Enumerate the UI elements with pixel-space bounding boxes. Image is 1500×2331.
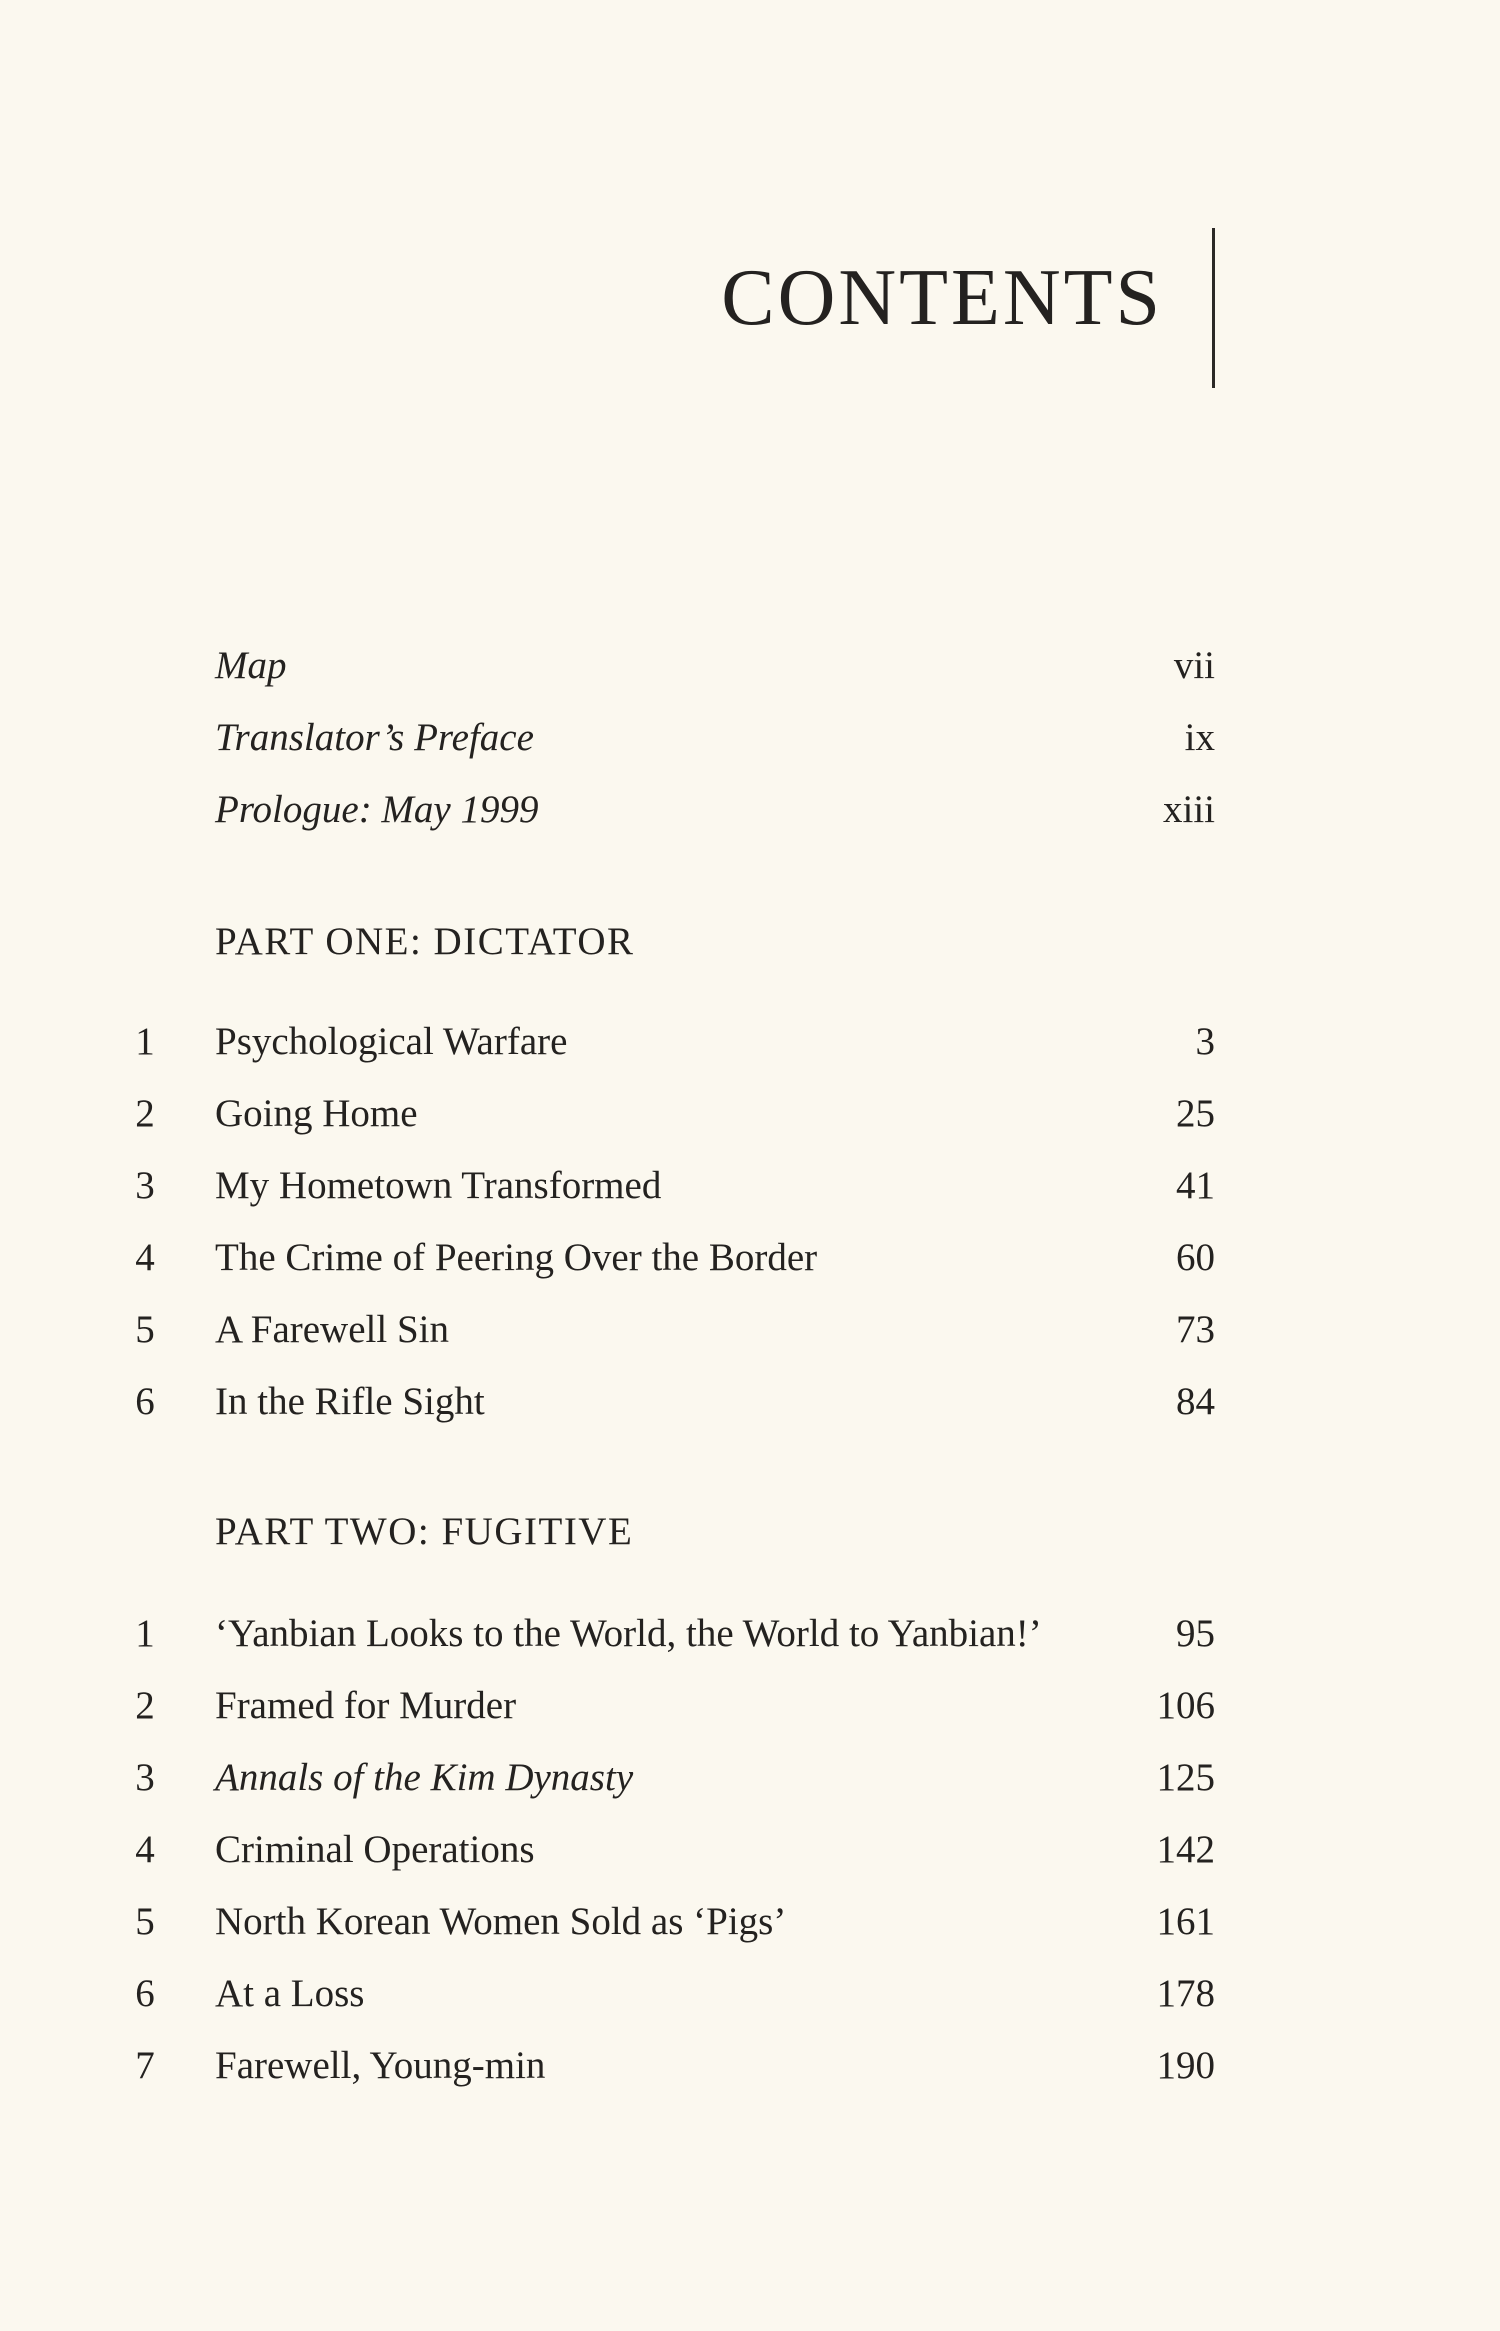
toc-entry-chapter[interactable] — [0, 1372, 1500, 1432]
part-two-heading: PART TWO: FUGITIVE — [215, 1510, 634, 1553]
toc-entry-chapter[interactable] — [0, 2036, 1500, 2096]
toc-entry-label: Annals of the Kim Dynasty — [215, 1756, 634, 1799]
chapter-number: 5 — [135, 1308, 155, 1351]
toc-entry-page: 73 — [1176, 1308, 1215, 1351]
toc-entry-page: 190 — [1156, 2044, 1215, 2087]
toc-entry-label: Farewell, Young-min — [215, 2044, 546, 2087]
toc-entry-page: 125 — [1156, 1756, 1215, 1799]
toc-entry-label: A Farewell Sin — [215, 1308, 449, 1351]
toc-entry-page: xiii — [1162, 788, 1215, 831]
toc-entry-chapter[interactable] — [0, 1084, 1500, 1144]
toc-entry-label: Prologue: May 1999 — [215, 788, 539, 831]
toc-entry-label: Framed for Murder — [215, 1684, 517, 1727]
chapter-number: 5 — [135, 1900, 155, 1943]
chapter-number: 2 — [135, 1092, 155, 1135]
toc-entry-page: 106 — [1156, 1684, 1215, 1727]
part-one-heading: PART ONE: DICTATOR — [215, 920, 635, 963]
toc-entry-label: Translator’s Preface — [215, 716, 534, 759]
toc-entry-label: Criminal Operations — [215, 1828, 535, 1871]
chapter-number: 3 — [135, 1164, 155, 1207]
toc-entry-page: 84 — [1176, 1380, 1215, 1423]
toc-entry-chapter[interactable] — [0, 1964, 1500, 2024]
toc-entry-chapter[interactable] — [0, 1228, 1500, 1288]
toc-entry-chapter[interactable] — [0, 1300, 1500, 1360]
toc-entry-label: Map — [215, 644, 287, 687]
title-rule — [1212, 228, 1215, 388]
toc-entry-chapter[interactable] — [0, 1892, 1500, 1952]
chapter-number: 2 — [135, 1684, 155, 1727]
toc-entry-chapter[interactable] — [0, 1604, 1500, 1664]
toc-entry-chapter[interactable] — [0, 1156, 1500, 1216]
toc-entry-label: Psychological Warfare — [215, 1020, 568, 1063]
toc-entry-page: 25 — [1176, 1092, 1215, 1135]
chapter-number: 3 — [135, 1756, 155, 1799]
toc-entry-map[interactable] — [0, 636, 1500, 696]
toc-entry-chapter[interactable] — [0, 1012, 1500, 1072]
chapter-number: 6 — [135, 1380, 155, 1423]
chapter-number: 7 — [135, 2044, 155, 2087]
toc-entry-label: Going Home — [215, 1092, 418, 1135]
toc-entry-page: 41 — [1176, 1164, 1215, 1207]
toc-entry-chapter[interactable] — [0, 1676, 1500, 1736]
toc-entry-label: The Crime of Peering Over the Border — [215, 1236, 818, 1279]
toc-entry-translators-preface[interactable] — [0, 708, 1500, 768]
toc-entry-page: 95 — [1176, 1612, 1215, 1655]
toc-entry-chapter[interactable] — [0, 1820, 1500, 1880]
toc-entry-label: My Hometown Transformed — [215, 1164, 662, 1207]
toc-entry-page: vii — [1173, 644, 1215, 687]
toc-entry-chapter[interactable] — [0, 1748, 1500, 1808]
toc-entry-page: 161 — [1156, 1900, 1215, 1943]
chapter-number: 4 — [135, 1828, 155, 1871]
toc-entry-page: 178 — [1156, 1972, 1215, 2015]
page-title: CONTENTS — [721, 254, 1163, 342]
toc-entry-label: In the Rifle Sight — [215, 1380, 485, 1423]
toc-entry-page: 3 — [1195, 1020, 1215, 1063]
chapter-number: 6 — [135, 1972, 155, 2015]
toc-entry-label: North Korean Women Sold as ‘Pigs’ — [215, 1900, 787, 1943]
toc-entry-label: At a Loss — [215, 1972, 365, 2015]
toc-entry-prologue[interactable] — [0, 780, 1500, 840]
toc-entry-page: ix — [1184, 716, 1215, 759]
chapter-number: 4 — [135, 1236, 155, 1279]
toc-entry-page: 142 — [1156, 1828, 1215, 1871]
toc-entry-label: ‘Yanbian Looks to the World, the World to Yanbian!’ — [215, 1612, 1042, 1655]
chapter-number: 1 — [135, 1612, 155, 1655]
toc-entry-page: 60 — [1176, 1236, 1215, 1279]
chapter-number: 1 — [135, 1020, 155, 1063]
